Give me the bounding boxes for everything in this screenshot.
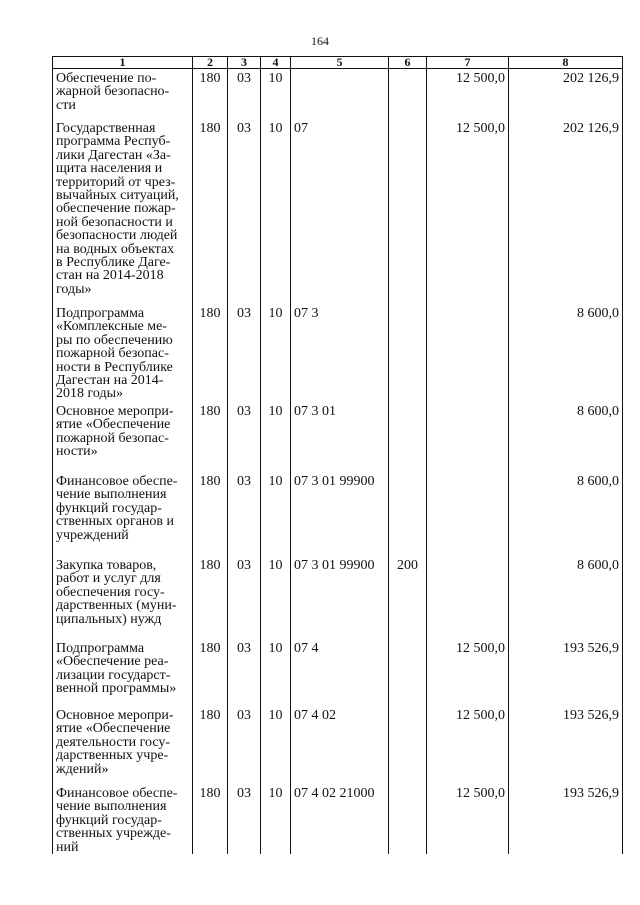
cell-col2: 180 (193, 556, 228, 639)
table-row (53, 639, 623, 706)
table-row (53, 119, 623, 304)
cell-col7 (427, 304, 509, 402)
table-row (53, 304, 623, 402)
cell-col5: 07 4 02 21000 (291, 784, 389, 854)
cell-col6 (389, 402, 427, 472)
page-number: 164 (311, 34, 329, 48)
cell-col6 (389, 119, 427, 304)
row-name-cell: Обеспечение по- жарной безопасно- сти (53, 69, 193, 120)
cell-col3: 03 (228, 706, 261, 784)
table-row (53, 556, 623, 639)
cell-col2: 180 (193, 706, 228, 784)
table-row (53, 69, 623, 120)
table-row (53, 402, 623, 472)
table-row (53, 472, 623, 556)
cell-col4: 10 (261, 556, 291, 639)
cell-col2: 180 (193, 639, 228, 706)
cell-col3: 03 (228, 784, 261, 854)
cell-col4: 10 (261, 706, 291, 784)
cell-col8: 8 600,0 (509, 556, 623, 639)
cell-col2: 180 (193, 69, 228, 120)
column-header: 4 (261, 57, 291, 69)
cell-col7 (427, 402, 509, 472)
cell-col4: 10 (261, 472, 291, 556)
cell-col3: 03 (228, 402, 261, 472)
table-header-row (53, 57, 623, 69)
cell-col6 (389, 69, 427, 120)
cell-col6 (389, 472, 427, 556)
row-name-cell: Подпрограмма «Обеспечение реа- лизации государст- венной программы» (53, 639, 193, 706)
row-name-cell: Финансовое обеспе- чение выполнения функций государ- ственных учрежде- ний (53, 784, 193, 854)
cell-col3: 03 (228, 304, 261, 402)
column-header: 5 (291, 57, 389, 69)
cell-col4: 10 (261, 402, 291, 472)
cell-col7 (427, 556, 509, 639)
row-name-cell: Основное меропри- ятие «Обеспечение пожарной безопас- ности» (53, 402, 193, 472)
cell-col8: 8 600,0 (509, 402, 623, 472)
cell-col2: 180 (193, 402, 228, 472)
cell-col6 (389, 639, 427, 706)
cell-col4: 10 (261, 119, 291, 304)
cell-col8: 8 600,0 (509, 304, 623, 402)
cell-col4: 10 (261, 304, 291, 402)
cell-col3: 03 (228, 119, 261, 304)
table-row (53, 706, 623, 784)
table-row (53, 784, 623, 854)
row-name-cell: Закупка товаров, работ и услуг для обеспечения госу- дарственных (муни- ципальных) нужд (53, 556, 193, 639)
cell-col5: 07 (291, 119, 389, 304)
column-header: 2 (193, 57, 228, 69)
column-header: 6 (389, 57, 427, 69)
cell-col3: 03 (228, 472, 261, 556)
cell-col5: 07 4 02 (291, 706, 389, 784)
cell-col4: 10 (261, 639, 291, 706)
cell-col7: 12 500,0 (427, 119, 509, 304)
cell-col5: 07 3 01 99900 (291, 556, 389, 639)
cell-col3: 03 (228, 639, 261, 706)
row-name-cell: Финансовое обеспе- чение выполнения функций государ- ственных органов и учреждений (53, 472, 193, 556)
cell-col3: 03 (228, 69, 261, 120)
column-header: 3 (228, 57, 261, 69)
cell-col6 (389, 784, 427, 854)
column-header: 7 (427, 57, 509, 69)
column-header: 1 (53, 57, 193, 69)
cell-col5: 07 3 01 (291, 402, 389, 472)
cell-col8: 202 126,9 (509, 119, 623, 304)
cell-col2: 180 (193, 119, 228, 304)
cell-col5: 07 4 (291, 639, 389, 706)
cell-col4: 10 (261, 784, 291, 854)
cell-col7: 12 500,0 (427, 69, 509, 120)
cell-col2: 180 (193, 784, 228, 854)
row-name-cell: Основное меропри- ятие «Обеспечение деятельности госу- дарственных учре- ждений» (53, 706, 193, 784)
cell-col5: 07 3 (291, 304, 389, 402)
cell-col8: 193 526,9 (509, 639, 623, 706)
row-name-cell: Государственная программа Респуб- лики Дагестан «За- щита населения и территорий от чрез- вычайных ситуаций, обеспечение пожар- ной безопасности и безопасности людей на водных объектах в Республике Даге- стан на 2014-2018 годы» (53, 119, 193, 304)
budget-table (52, 56, 623, 854)
cell-col7: 12 500,0 (427, 706, 509, 784)
cell-col5 (291, 69, 389, 120)
cell-col6: 200 (389, 556, 427, 639)
cell-col8: 193 526,9 (509, 784, 623, 854)
cell-col8: 193 526,9 (509, 706, 623, 784)
cell-col7: 12 500,0 (427, 784, 509, 854)
column-header: 8 (509, 57, 623, 69)
cell-col7: 12 500,0 (427, 639, 509, 706)
cell-col2: 180 (193, 304, 228, 402)
cell-col6 (389, 304, 427, 402)
cell-col6 (389, 706, 427, 784)
cell-col8: 202 126,9 (509, 69, 623, 120)
row-name-cell: Подпрограмма «Комплексные ме- ры по обеспечению пожарной безопас- ности в Республике Дагестан на 2014- 2018 годы» (53, 304, 193, 402)
cell-col7 (427, 472, 509, 556)
cell-col5: 07 3 01 99900 (291, 472, 389, 556)
cell-col8: 8 600,0 (509, 472, 623, 556)
cell-col3: 03 (228, 556, 261, 639)
cell-col4: 10 (261, 69, 291, 120)
cell-col2: 180 (193, 472, 228, 556)
